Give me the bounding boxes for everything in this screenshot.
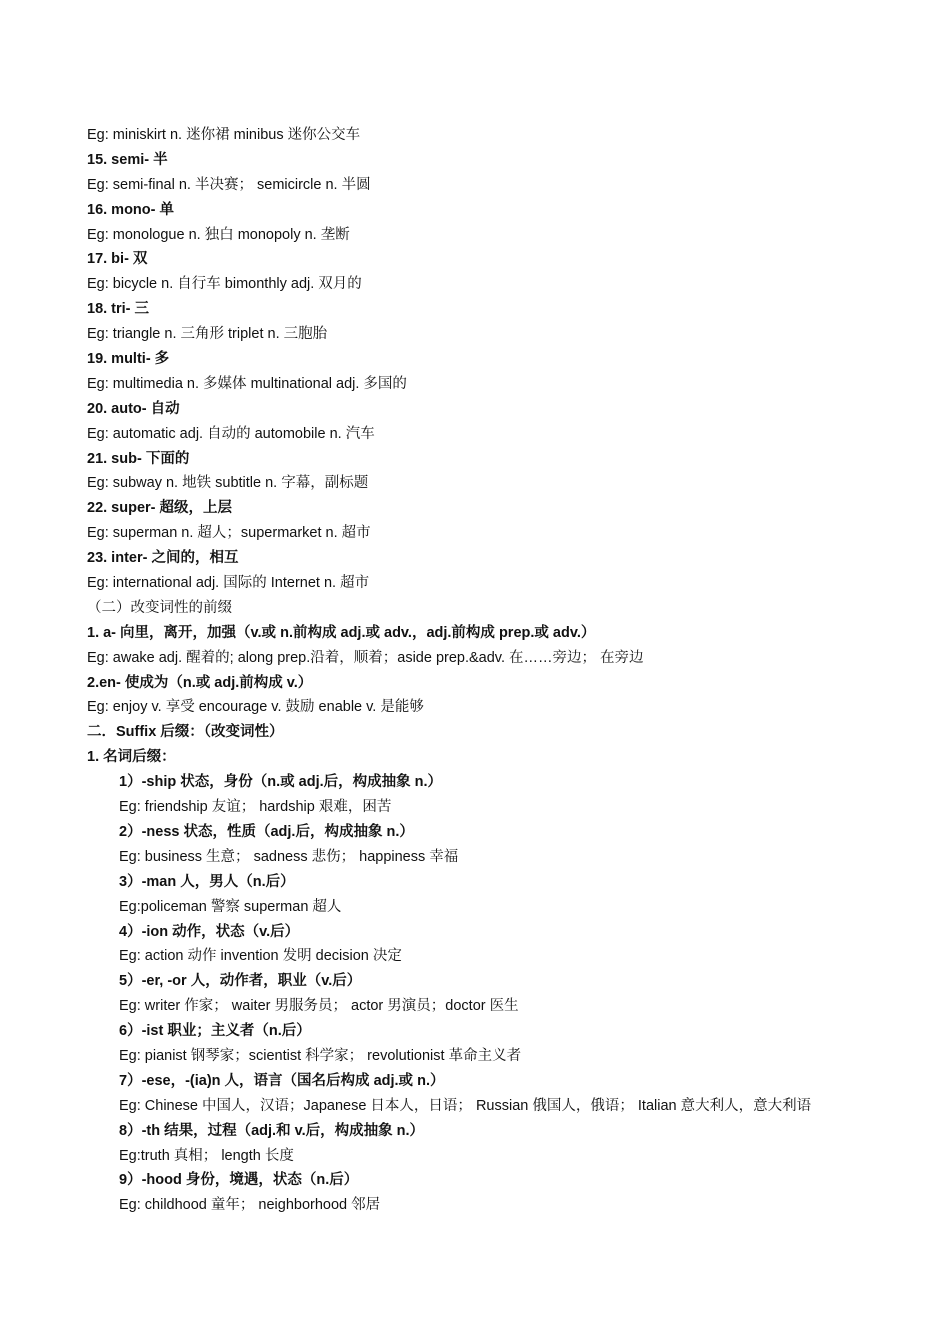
example-line: Eg: multimedia n. 多媒体 multinational adj. 多国的 <box>87 375 407 392</box>
section-heading: 5）-er, -or 人，动作者，职业（v.后） <box>119 973 362 990</box>
example-line: Eg: awake adj. 醒着的; along prep.沿着，顺着；aside prep.&adv. 在……旁边； 在旁边 <box>87 649 644 666</box>
section-heading: 1. a- 向里，离开，加强（v.或 n.前构成 adj.或 adv.，adj.前构成 prep.或 adv.） <box>87 624 596 641</box>
document-body <box>87 123 917 1218</box>
example-line: Eg: superman n. 超人；supermarket n. 超市 <box>87 525 371 542</box>
section-heading: 1）-ship 状态，身份（n.或 adj.后，构成抽象 n.） <box>119 774 443 791</box>
example-line: Eg: business 生意； sadness 悲伤； happiness 幸福 <box>119 848 459 865</box>
section-heading: 6）-ist 职业；主义者（n.后） <box>119 1023 311 1040</box>
example-line: Eg:truth 真相； length 长度 <box>119 1147 294 1164</box>
section-heading: 19. multi- 多 <box>87 351 170 368</box>
example-line: （二）改变词性的前缀 <box>87 599 232 616</box>
example-line: Eg: action 动作 invention 发明 decision 决定 <box>119 948 402 965</box>
section-heading: 2.en- 使成为（n.或 adj.前构成 v.） <box>87 674 313 691</box>
section-heading: 16. mono- 单 <box>87 201 175 218</box>
section-heading: 20. auto- 自动 <box>87 400 180 417</box>
section-heading: 22. super- 超级，上层 <box>87 500 233 517</box>
section-heading: 二．Suffix 后缀：（改变词性） <box>87 724 284 741</box>
example-line: Eg: monologue n. 独白 monopoly n. 垄断 <box>87 226 350 243</box>
example-line: Eg: enjoy v. 享受 encourage v. 鼓励 enable v. 是能够 <box>87 699 424 716</box>
example-line: Eg: childhood 童年； neighborhood 邻居 <box>119 1197 381 1214</box>
example-line: Eg: Chinese 中国人，汉语；Japanese 日本人，日语； Russian 俄国人，俄语； Italian 意大利人，意大利语 <box>119 1097 812 1114</box>
section-heading: 4）-ion 动作，状态（v.后） <box>119 923 300 940</box>
section-heading: 8）-th 结果，过程（adj.和 v.后，构成抽象 n.） <box>119 1122 425 1139</box>
section-heading: 3）-man 人，男人（n.后） <box>119 873 295 890</box>
section-heading: 21. sub- 下面的 <box>87 450 190 467</box>
section-heading: 18. tri- 三 <box>87 301 150 318</box>
example-line: Eg: subway n. 地铁 subtitle n. 字幕，副标题 <box>87 475 369 492</box>
example-line: Eg: writer 作家； waiter 男服务员； actor 男演员；doctor 医生 <box>119 998 519 1015</box>
example-line: Eg: automatic adj. 自动的 automobile n. 汽车 <box>87 425 375 442</box>
example-line: Eg: bicycle n. 自行车 bimonthly adj. 双月的 <box>87 276 362 293</box>
example-line: Eg: international adj. 国际的 Internet n. 超市 <box>87 575 370 592</box>
example-line: Eg: pianist 钢琴家；scientist 科学家； revolutionist 革命主义者 <box>119 1047 522 1064</box>
section-heading: 15. semi- 半 <box>87 151 168 168</box>
example-line: Eg: friendship 友谊； hardship 艰难，困苦 <box>119 799 392 816</box>
section-heading: 2）-ness 状态，性质（adj.后，构成抽象 n.） <box>119 823 414 840</box>
section-heading: 17. bi- 双 <box>87 251 148 268</box>
example-line: Eg: miniskirt n. 迷你裙 minibus 迷你公交车 <box>87 127 361 143</box>
section-heading: 23. inter- 之间的，相互 <box>87 550 239 567</box>
section-heading: 7）-ese，-(ia)n 人，语言（国名后构成 adj.或 n.） <box>119 1072 445 1089</box>
example-line: Eg: triangle n. 三角形 triplet n. 三胞胎 <box>87 326 328 343</box>
section-heading: 1. 名词后缀： <box>87 749 176 766</box>
example-line: Eg: semi-final n. 半决赛； semicircle n. 半圆 <box>87 176 371 193</box>
section-heading: 9）-hood 身份，境遇，状态（n.后） <box>119 1172 359 1189</box>
example-line: Eg:policeman 警察 superman 超人 <box>119 898 342 915</box>
